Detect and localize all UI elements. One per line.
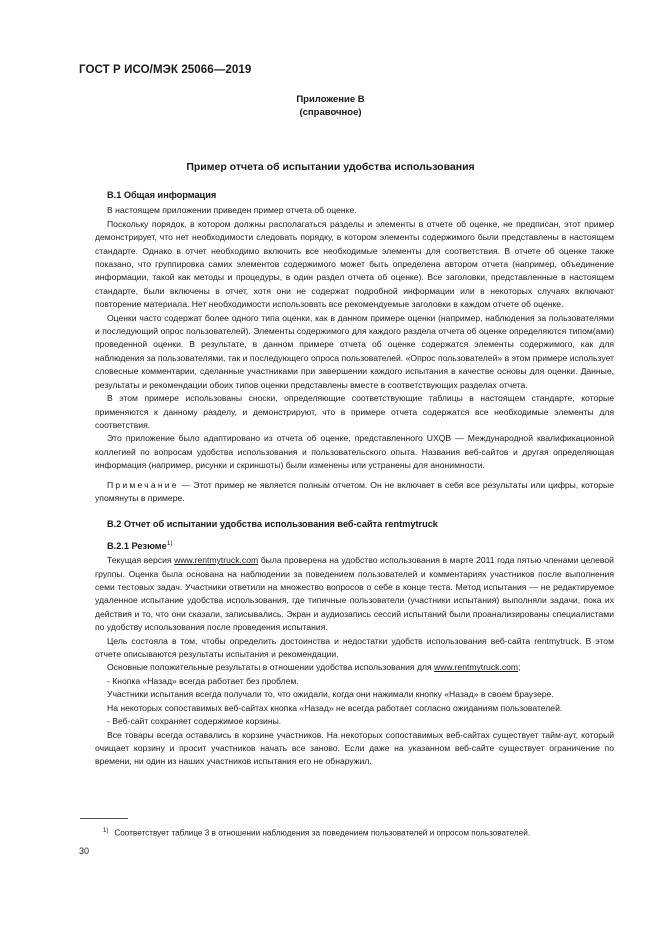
standard-header: ГОСТ Р ИСО/МЭК 25066—2019 (79, 64, 252, 76)
section-b1-heading: В.1 Общая информация (107, 190, 217, 200)
paragraph (95, 661, 614, 674)
paragraph: Все товары всегда оставались в корзине участников. На некоторых сопоставимых веб-сайтах существует тайм-аут, который очищает корзину и просит участников начать все заново. Если даже на указанном веб-сайте существует ограничение по времени, ни один из наших участников испытания его не обнаружил. (95, 729, 614, 767)
text-run: ; (518, 662, 521, 673)
footnote (95, 826, 614, 839)
footnote-divider (80, 818, 128, 819)
text-run: Текущая версия (107, 555, 175, 566)
section-b21-heading-text: В.2.1 Резюме (107, 540, 167, 551)
paragraph: Участники испытания всегда получали то, что ожидали, когда они нажимали кнопку «Назад» в своем браузере. (107, 689, 554, 700)
paragraph: На некоторых сопоставимых веб-сайтах кнопка «Назад» не всегда работает согласно ожиданиям пользователей. (107, 702, 563, 713)
paragraph: Поскольку порядок, в котором должны располагаться разделы и элементы в отчете об оценке, не предписан, этот пример демонстрирует, что нет необходимости следовать порядку, в котором элементы содержимого были представлены в настоящем стандарте. Однако в отчет необходимо включить все необходимые элементы для соответствия. В отчете об оценке также показано, что группировка самих элементов содержимого может быть определена автором отчета (например, объединение информации, такой как методы и процедуры, в один раздел отчета об оценке). Все заголовки, представленные в настоящем стандарте, были включены в отчет, хотя они не содержат подробной информации или в некоторых случаях включают повторение материала. Нет необходимости использовать все рекомендуемые заголовки в каждом отчете об оценке. (95, 218, 614, 310)
document-title: Пример отчета об испытании удобства использования (186, 161, 475, 173)
appendix-title: Приложение В (296, 94, 365, 105)
paragraph: В этом примере использованы сноски, определяющие соответствующие таблицы в настоящем стандарте, которые применяются к данному разделу, и демонстрируют, что в примере отчета содержатся все необходимые элементы для соответствия. (95, 393, 614, 430)
appendix-subtitle: (справочное) (299, 107, 362, 118)
bullet-item: - Кнопка «Назад» всегда работает без проблем. (107, 675, 299, 686)
text-run: Основные положительные результаты в отношении удобства использования для (107, 662, 435, 673)
bullet-item: - Веб-сайт сохраняет содержимое корзины. (107, 716, 282, 727)
site-link[interactable]: www.rentmytruck.com (434, 662, 519, 673)
paragraph: Это приложение было адаптировано из отчета об оценке, представленного UXQB — Международной квалификационной коллегией по вопросам удобства использования и пользовательского опыта. Названия веб-сайтов и другая определяющая информация (например, рисунки и скриншоты) были изменены или устранены для анонимности. (95, 433, 614, 471)
footnote-marker: 1) (103, 828, 109, 834)
note-text: — Этот пример не является полным отчетом. Он не включает в себя все результаты или цифры, которые упомянуты в примере. (95, 479, 614, 503)
text-run: была проверена на удобство использования в марте 2011 года пятью членами целевой группы. Оценка была основана на наблюдении за поведением пользователей и комментариях участников после выполнения семи тестовых задач. Участники ответили на множество вопросов о себе в конце теста. Метод испытания — не редактируемое удаленное испытание удобства использования, где типичные пользователи (участники испытания) выполняли задачи, пока их действия и то, что они сказали, записывались. Экран и аудиозапись сессий испытаний были проанализированы специалистами по удобству использования после проведения испытания. (95, 555, 614, 633)
site-link[interactable]: www.rentmytruck.com (174, 555, 259, 566)
section-b2-heading: В.2 Отчет об испытании удобства использования веб-сайта rentmytruck (107, 519, 438, 530)
section-b21-heading (107, 537, 614, 553)
page-number: 30 (79, 846, 90, 856)
paragraph: В настоящем приложении приведен пример отчета об оценке. (107, 205, 357, 216)
footnote-text: Соответствует таблице 3 в отношении наблюдения за поведением пользователей и опросом пользователей. (114, 828, 531, 838)
paragraph: Цель состояла в том, чтобы определить достоинства и недостатки удобств использования веб-сайта rentmytruck. В этом отчете описываются результаты испытания и рекомендации. (95, 635, 614, 660)
paragraph: Оценки часто содержат более одного типа оценки, как в данном примере оценки (например, наблюдения за пользователями и последующий опрос пользователей). Элементы содержимого для каждого раздела отчета об оценке определяются типом(ами) проведенной оценки. В результате, в данном примере отчета об оценке содержатся элементы содержимого, как для наблюдения за пользователями, так и последующего опроса пользователей. «Опрос пользователей» в этом примере использует словесные комментарии, сделанные участниками при завершении каждого испытания в качестве основы для оценки. Данные, результаты и рекомендации обоих типов оценки представлены вместе в соответствующих разделах отчета. (95, 312, 614, 390)
note-label: Примечание (107, 479, 179, 490)
footnote-ref: 1) (166, 539, 173, 547)
paragraph (95, 554, 614, 634)
main-content (95, 189, 614, 769)
note-paragraph (95, 479, 614, 506)
